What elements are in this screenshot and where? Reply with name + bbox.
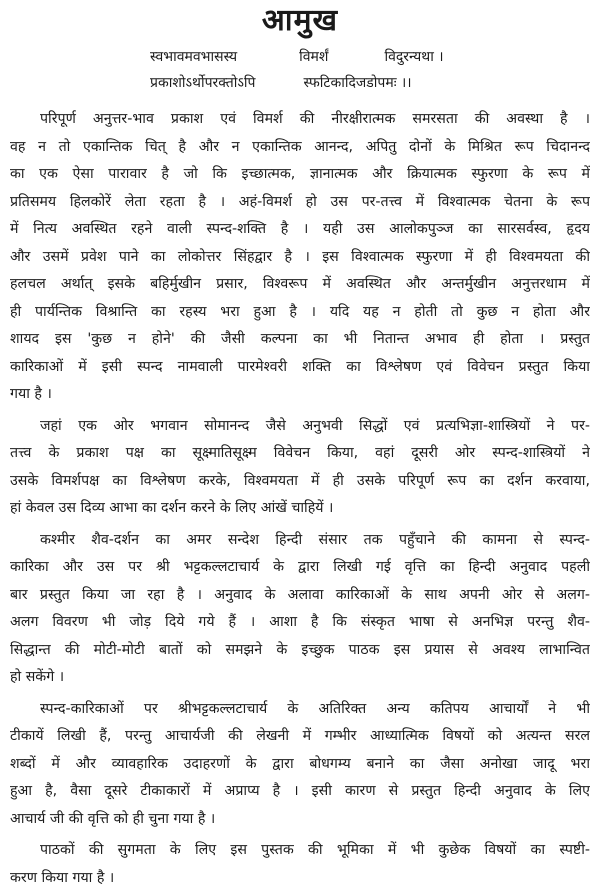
text-line: हां केवल उस दिव्य आभा का दर्शन करने के लिए आंखें चाहियें । (10, 495, 590, 523)
text-line: और उसमें प्रवेश पाने का लोकोत्तर सिंहद्वार है । इस विश्वात्मक स्फुरणा में ही विश्वमयता की (10, 244, 590, 272)
text-line: हो सकेंगे । (10, 664, 590, 692)
text-line: में नित्य अवस्थित रहने वाली स्पन्द-शक्ति है । यही उस आलोकपुञ्ज का सारसर्वस्व, हृदय (10, 216, 590, 244)
text-line: स्पन्द-कारिकाओं पर श्रीभट्टकल्लटाचार्य के अतिरिक्त अन्य कतिपय आचार्यों ने भी (10, 696, 590, 724)
text-line: टीकायें लिखी हैं, परन्तु आचार्यजी की लेखनी में गम्भीर आध्यात्मिक विषयों को अत्यन्त सरल (10, 723, 590, 751)
verse-word: प्रकाशोऽर्थोपरक्तोऽपि (150, 70, 256, 96)
opening-verse (10, 44, 590, 96)
text-line: हुआ है, वैसा दूसरे टीकाकारों में अप्राप्य है । इसी कारण से प्रस्तुत हिन्दी अनुवाद के लिए (10, 778, 590, 806)
verse-word: विमर्शं (299, 44, 328, 70)
paragraph (10, 837, 590, 892)
text-line: हलचल अर्थात् इसके बहिर्मुखीन प्रसार, विश्वरूप में अवस्थित और अन्तर्मुखीन अनुत्तरधाम में (10, 271, 590, 299)
text-line: बार प्रस्तुत किया जा रहा है । अनुवाद के अलावा कारिकाओं के साथ अपनी ओर से अलग- (10, 582, 590, 610)
verse-word: स्फटिकादिजडोपमः ।। (304, 70, 412, 96)
page-title: आमुख (10, 4, 590, 38)
text-line: का एक ऐसा पारावार है जो कि इच्छात्मक, ज्ञानात्मक और क्रियात्मक स्फुरणा के रूप में (10, 161, 590, 189)
text-line: शायद इस 'कुछ न होने' की जैसी कल्पना का भी नितान्त अभाव ही होता । प्रस्तुत (10, 326, 590, 354)
text-line: ही पार्यन्तिक विश्रान्ति का रहस्य भरा हुआ है । यदि यह न होती तो कुछ न होता और (10, 299, 590, 327)
text-line: आचार्य जी की वृत्ति को ही चुना गया है । (10, 806, 590, 834)
paragraph (10, 527, 590, 692)
text-line: सिद्धान्त की मोटी-मोटी बातों को समझने के इच्छुक पाठक इस प्रयास से अवश्य लाभान्वित (10, 637, 590, 665)
text-line: जहां एक ओर भगवान सोमानन्द जैसे अनुभवी सिद्धों एवं प्रत्यभिज्ञा-शास्त्रियों ने पर- (10, 413, 590, 441)
text-line: अलग विवरण भी जोड़ दिये गये हैं । आशा है कि संस्कृत भाषा से अनभिज्ञ परन्तु शैव- (10, 609, 590, 637)
verse-line-2 (10, 70, 590, 96)
text-line: गया है । (10, 381, 590, 409)
text-line: उसके विमर्शपक्ष का विश्लेषण करके, विश्वमयता में ही उसके परिपूर्ण रूप का दर्शन करवाया, (10, 468, 590, 496)
text-line: परिपूर्ण अनुत्तर-भाव प्रकाश एवं विमर्श की नीरक्षीरात्मक समरसता की अवस्था है । (10, 106, 590, 134)
verse-line-1 (10, 44, 590, 70)
text-line: कारिका और उस पर श्री भट्टकल्लटाचार्य के द्वारा लिखी गई वृत्ति का हिन्दी अनुवाद पहली (10, 554, 590, 582)
paragraph (10, 106, 590, 409)
text-line: प्रतिसमय हिलकोरें लेता रहता है । अहं-विमर्श हो उस पर-तत्त्व में विश्वात्मक चेतना के रूप (10, 189, 590, 217)
text-line: तत्त्व के प्रकाश पक्ष का सूक्ष्मातिसूक्ष्म विवेचन किया, वहां दूसरी ओर स्पन्द-शास्त्रियों ने (10, 440, 590, 468)
text-line: कश्मीर शैव-दर्शन का अमर सन्देश हिन्दी संसार तक पहुँचाने की कामना से स्पन्द- (10, 527, 590, 555)
paragraph (10, 696, 590, 834)
verse-word: विदुरन्यथा । (384, 44, 443, 70)
verse-word: स्वभावमवभासस्य (150, 44, 237, 70)
text-line: करण किया गया है । (10, 865, 590, 892)
paragraph (10, 413, 590, 523)
body-text (10, 106, 590, 892)
text-line: वह न तो एकान्तिक चित् है और न एकान्तिक आनन्द, अपितु दोनों के मिश्रित रूप चिदानन्द (10, 134, 590, 162)
text-line: शब्दों में और व्यावहारिक उदाहरणों के द्वारा बोधगम्य बनाने का जैसा अनोखा जादू भरा (10, 751, 590, 779)
text-line: कारिकाओं में इसी स्पन्द नामवाली पारमेश्वरी शक्ति का विश्लेषण एवं विवेचन प्रस्तुत किया (10, 354, 590, 382)
text-line: पाठकों की सुगमता के लिए इस पुस्तक की भूमिका में भी कुछेक विषयों का स्पष्टी- (10, 837, 590, 865)
